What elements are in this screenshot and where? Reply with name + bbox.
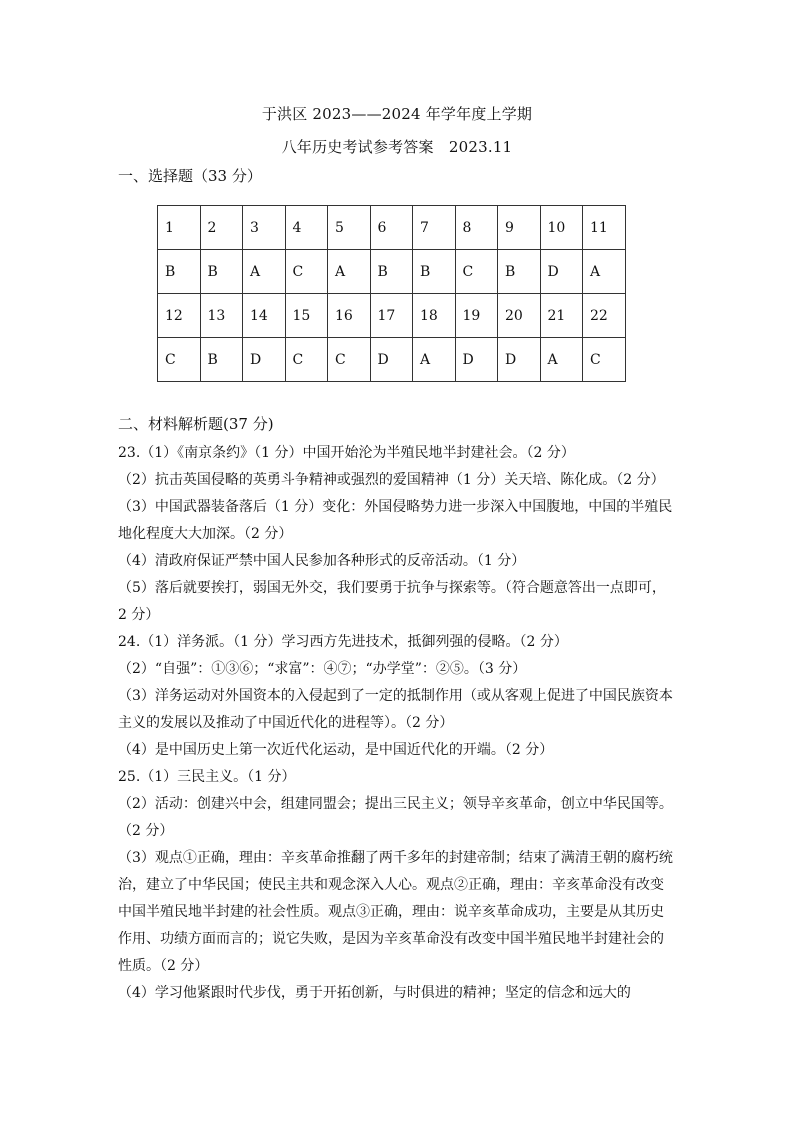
answer-cell: C xyxy=(455,250,498,294)
question-number-row xyxy=(158,206,626,250)
question-number-cell: 2 xyxy=(200,206,243,250)
answer-line: （4）是中国历史上第一次近代化运动，是中国近代化的开端。（2 分） xyxy=(118,742,554,758)
question-number-cell: 8 xyxy=(455,206,498,250)
question-number-cell: 10 xyxy=(540,206,583,250)
question-number-cell: 16 xyxy=(328,294,371,338)
answer-cell: D xyxy=(540,250,583,294)
answer-cell: C xyxy=(328,338,371,382)
question-number-cell: 19 xyxy=(455,294,498,338)
question-number-cell: 14 xyxy=(243,294,286,338)
answer-cell: B xyxy=(200,338,243,382)
section-heading-analysis: 二、材料解析题(37 分) xyxy=(118,415,274,433)
answer-body xyxy=(118,440,674,1007)
answer-line: （5）落后就要挨打，弱国无外交，我们要勇于抗争与探索等。（符合题意答出一点即可，2 分） xyxy=(118,580,666,623)
answer-line: 25.（1）三民主义。（1 分） xyxy=(118,769,296,785)
answer-cell: D xyxy=(498,338,541,382)
question-number-cell: 22 xyxy=(583,294,626,338)
answer-cell: A xyxy=(540,338,583,382)
question-number-cell: 3 xyxy=(243,206,286,250)
answer-line: （3）洋务运动对外国资本的入侵起到了一定的抵制作用（或从客观上促进了中国民族资本主义的发展以及推动了中国近代化的进程等）。（2 分） xyxy=(118,688,673,731)
question-number-row xyxy=(158,294,626,338)
answer-line: 23.（1）《南京条约》（1 分）中国开始沦为半殖民地半封建社会。（2 分） xyxy=(118,445,575,461)
answer-row xyxy=(158,250,626,294)
question-number-cell: 11 xyxy=(583,206,626,250)
answer-cell: D xyxy=(370,338,413,382)
answer-cell: B xyxy=(498,250,541,294)
answer-cell: D xyxy=(243,338,286,382)
answer-line: （3）中国武器装备落后（1 分）变化：外国侵略势力进一步深入中国腹地，中国的半殖民地化程度大大加深。（2 分） xyxy=(118,499,673,542)
answer-line: （2）抗击英国侵略的英勇斗争精神或强烈的爱国精神（1 分）关天培、陈化成。（2 分） xyxy=(118,472,665,488)
answer-cell: B xyxy=(158,250,201,294)
question-number-cell: 1 xyxy=(158,206,201,250)
section-heading-choice: 一、选择题（33 分） xyxy=(118,167,262,185)
answer-table xyxy=(157,205,626,382)
answer-cell: A xyxy=(583,250,626,294)
answer-cell: B xyxy=(200,250,243,294)
answer-cell: D xyxy=(455,338,498,382)
answer-cell: A xyxy=(328,250,371,294)
question-number-cell: 6 xyxy=(370,206,413,250)
answer-line: （2）“自强”：①③⑥；“求富”：④⑦；“办学堂”：②⑤。（3 分） xyxy=(118,661,527,677)
answer-cell: C xyxy=(285,250,328,294)
question-number-cell: 7 xyxy=(413,206,456,250)
answer-cell: A xyxy=(243,250,286,294)
answer-row xyxy=(158,338,626,382)
question-number-cell: 15 xyxy=(285,294,328,338)
question-number-cell: 20 xyxy=(498,294,541,338)
answer-line: （4）清政府保证严禁中国人民参加各种形式的反帝活动。（1 分） xyxy=(118,553,526,569)
answer-line: 24.（1）洋务派。（1 分）学习西方先进技术，抵御列强的侵略。（2 分） xyxy=(118,634,568,650)
answer-line: （4）学习他紧跟时代步伐，勇于开拓创新，与时俱进的精神；坚定的信念和远大的 xyxy=(118,985,631,1001)
answer-line: （3）观点①正确，理由：辛亥革命推翻了两千多年的封建帝制；结束了满清王朝的腐朽统治，建立了中华民国；使民主共和观念深入人心。观点②正确，理由：辛亥革命没有改变中国半殖民地半封建的社会性质。观点③正确，理由：说辛亥革命成功，主要是从其历史作用、功绩方面而言的；说它失败，是因为辛亥革命没有改变中国半殖民地半封建社会的性质。（2 分） xyxy=(118,850,673,974)
answer-cell: C xyxy=(583,338,626,382)
answer-cell: C xyxy=(158,338,201,382)
answer-cell: B xyxy=(370,250,413,294)
question-number-cell: 13 xyxy=(200,294,243,338)
document-title: 于洪区 2023——2024 年学年度上学期 xyxy=(261,105,533,123)
answer-cell: B xyxy=(413,250,456,294)
answer-cell: C xyxy=(285,338,328,382)
question-number-cell: 4 xyxy=(285,206,328,250)
question-number-cell: 5 xyxy=(328,206,371,250)
question-number-cell: 9 xyxy=(498,206,541,250)
document-subtitle: 八年历史考试参考答案 2023.11 xyxy=(281,138,513,156)
answer-cell: A xyxy=(413,338,456,382)
question-number-cell: 17 xyxy=(370,294,413,338)
question-number-cell: 18 xyxy=(413,294,456,338)
answer-line: （2）活动：创建兴中会，组建同盟会；提出三民主义；领导辛亥革命，创立中华民国等。（2 分） xyxy=(118,796,673,839)
question-number-cell: 12 xyxy=(158,294,201,338)
question-number-cell: 21 xyxy=(540,294,583,338)
